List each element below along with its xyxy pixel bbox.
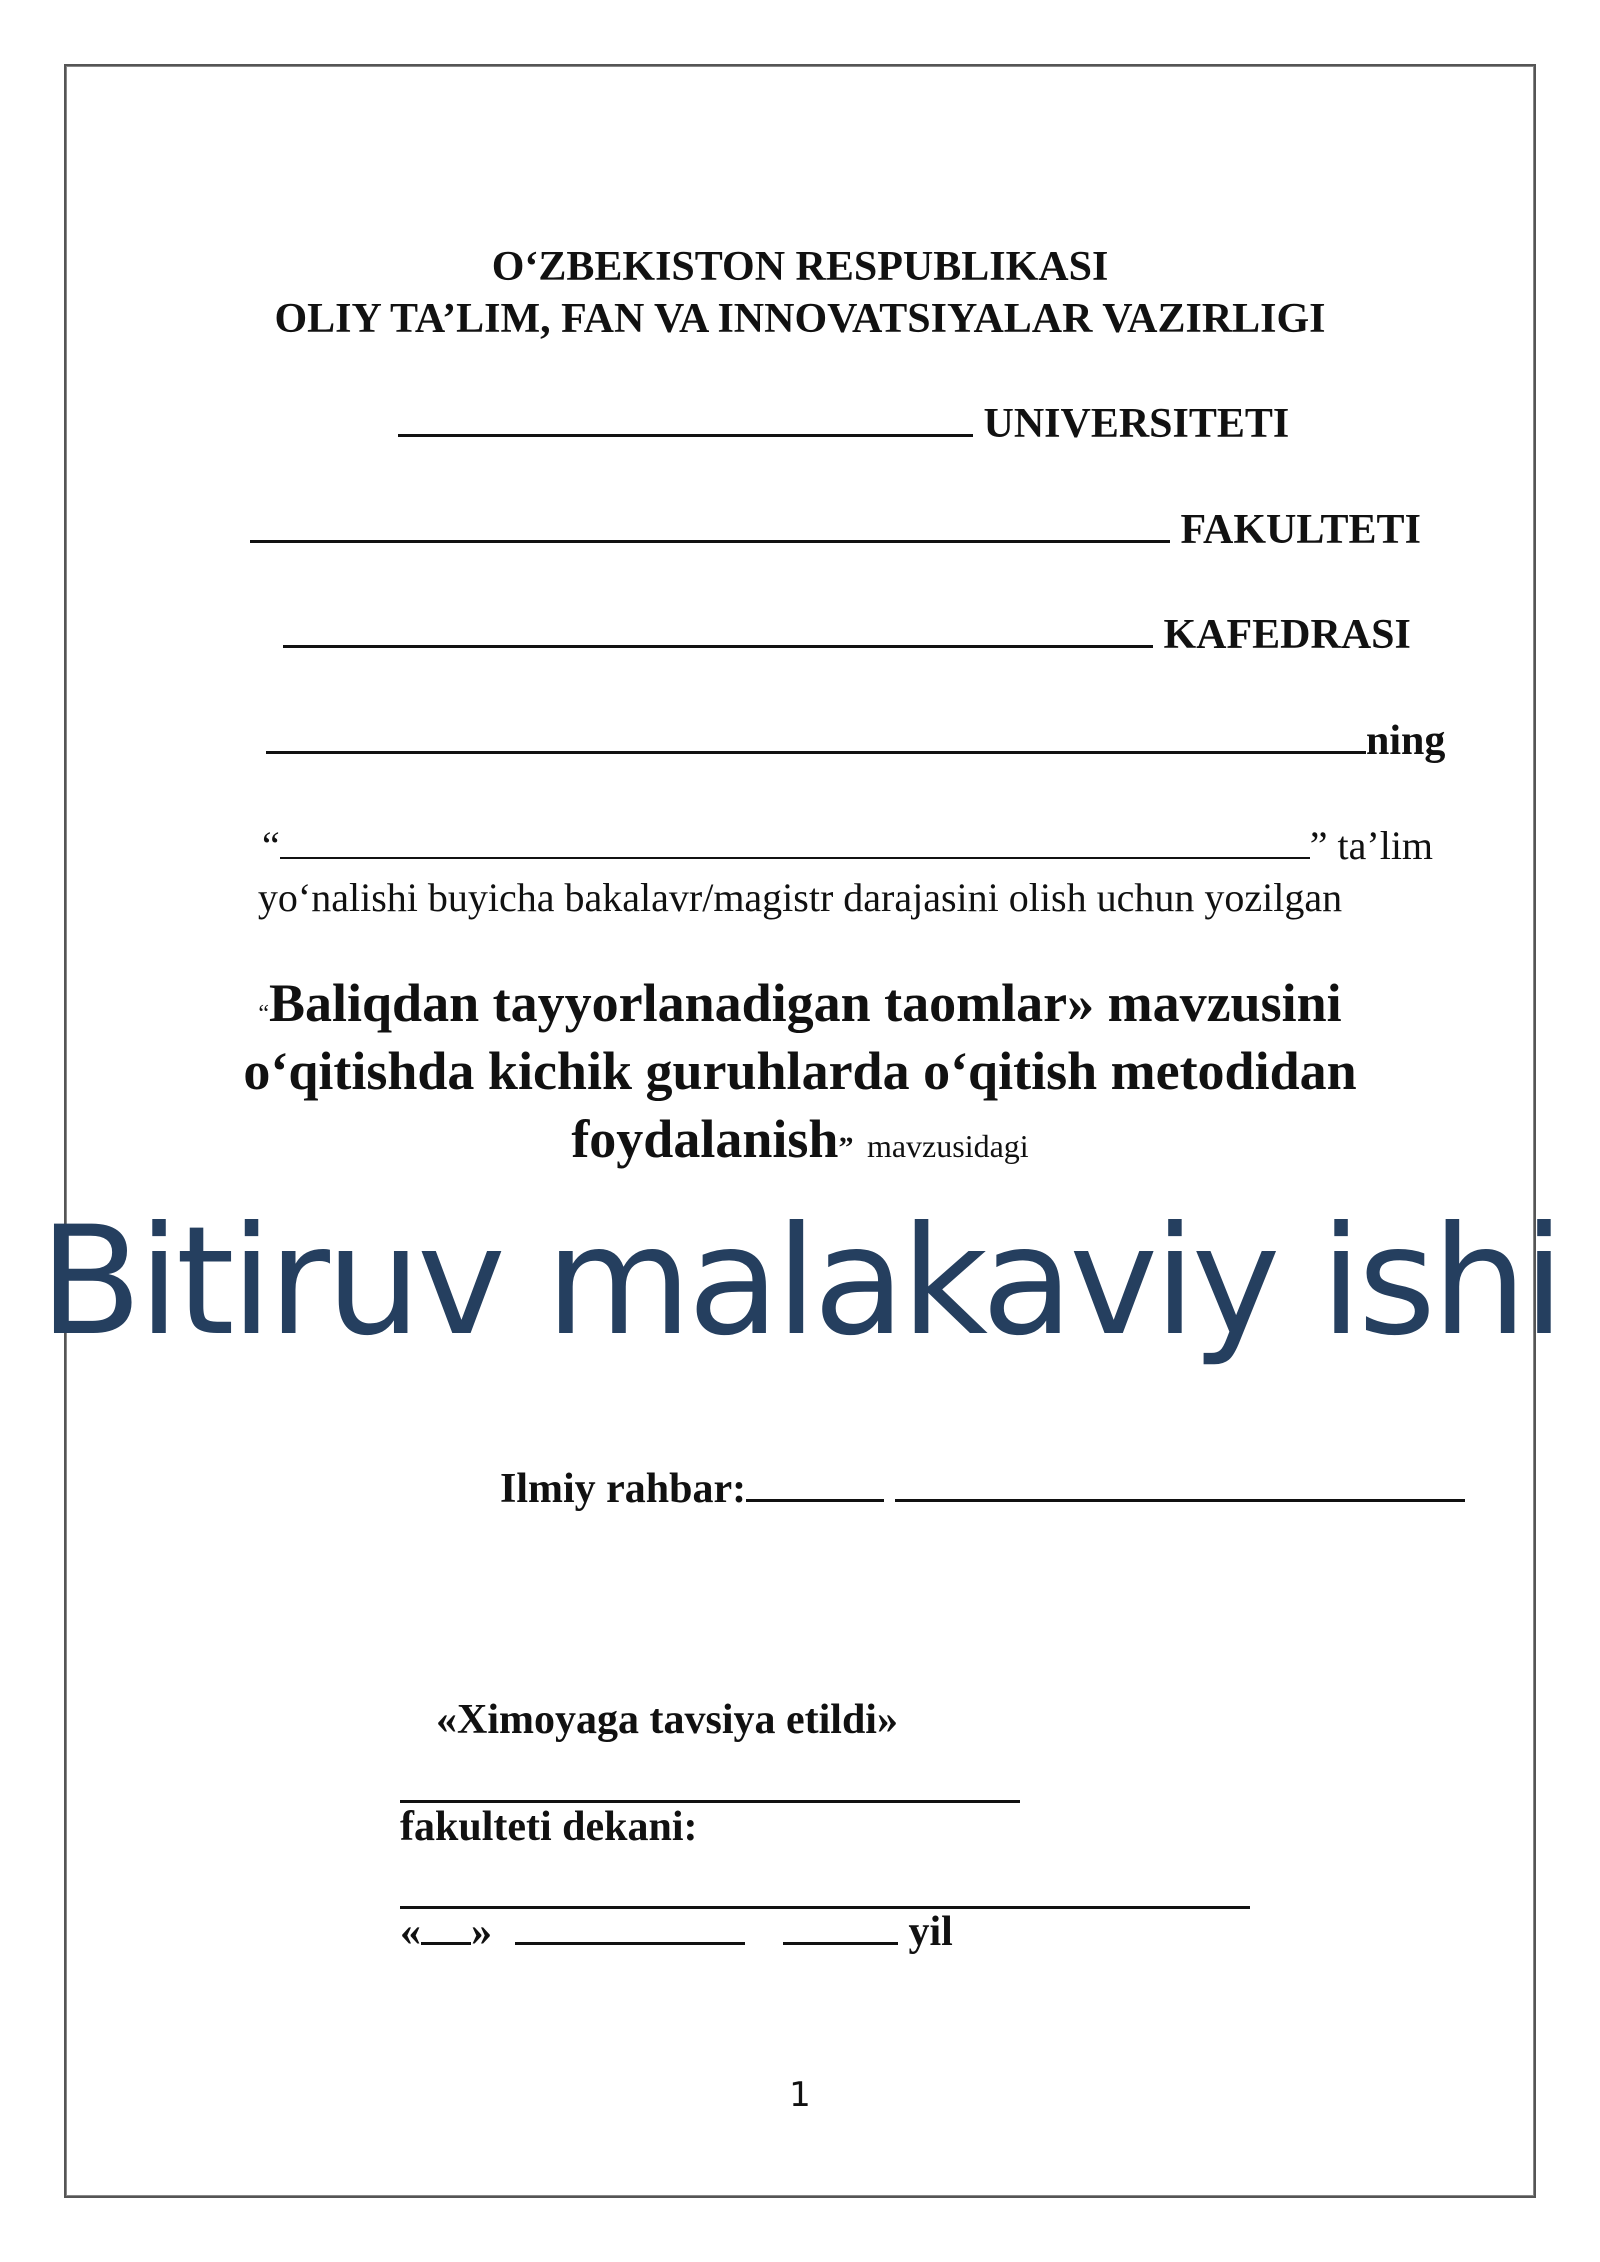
university-blank[interactable] (398, 433, 973, 437)
supervisor-label: Ilmiy rahbar: (500, 1466, 747, 1512)
document-title: Bitiruv malakaviy ishi (39, 1195, 1561, 1369)
topic-line-2: o‘qitishda kichik guruhlarda o‘qitish metodidan (243, 1041, 1357, 1101)
topic-line-1 (0, 972, 1600, 1034)
recommended-label: «Ximoyaga tavsiya etildi» (436, 1697, 898, 1743)
university-label: UNIVERSITETI (983, 401, 1290, 447)
topic-line-3 (0, 1108, 1600, 1170)
faculty-line (250, 506, 1421, 554)
country-heading: O‘ZBEKISTON RESPUBLIKASI (491, 244, 1109, 290)
page-number: 1 (789, 2075, 811, 2115)
supervisor-blank-1[interactable] (746, 1498, 884, 1502)
topic-close-quote: ” (838, 1131, 854, 1164)
topic-text-3: foydalanish (571, 1109, 839, 1169)
department-blank[interactable] (283, 644, 1153, 648)
direction-line (262, 822, 1433, 869)
dean-label: fakulteti dekani: (400, 1804, 698, 1850)
date-line (400, 1908, 953, 1956)
topic-suffix: mavzusidagi (866, 1128, 1029, 1164)
university-line (398, 400, 1289, 448)
ministry-heading: OLIY TA’LIM, FAN VA INNOVATSIYALAR VAZIRLIGI (274, 296, 1326, 342)
ning-label: ning (1366, 718, 1446, 764)
topic-open-quote: “ (258, 1001, 269, 1027)
month-blank[interactable] (515, 1941, 745, 1945)
supervisor-line (500, 1465, 1465, 1513)
supervisor-blank-2[interactable] (895, 1498, 1465, 1502)
faculty-label: FAKULTETI (1180, 507, 1421, 553)
date-open-quote: « (400, 1909, 421, 1955)
year-label: yil (908, 1909, 953, 1955)
department-line (283, 611, 1411, 659)
day-blank[interactable] (421, 1941, 471, 1945)
faculty-blank[interactable] (250, 539, 1170, 543)
direction-line-2: yo‘nalishi buyicha bakalavr/magistr darajasini olish uchun yozilgan (257, 875, 1343, 920)
direction-open-quote: “ (262, 823, 280, 868)
topic-text-1: Baliqdan tayyorlanadigan taomlar» mavzusini (269, 973, 1342, 1033)
year-blank[interactable] (783, 1941, 898, 1945)
ning-blank[interactable] (266, 750, 1366, 754)
department-label: KAFEDRASI (1163, 612, 1411, 658)
direction-blank[interactable] (280, 856, 1310, 859)
ning-line (266, 717, 1445, 765)
date-close-quote: » (471, 1909, 492, 1955)
direction-close: ” ta’lim (1309, 823, 1434, 868)
